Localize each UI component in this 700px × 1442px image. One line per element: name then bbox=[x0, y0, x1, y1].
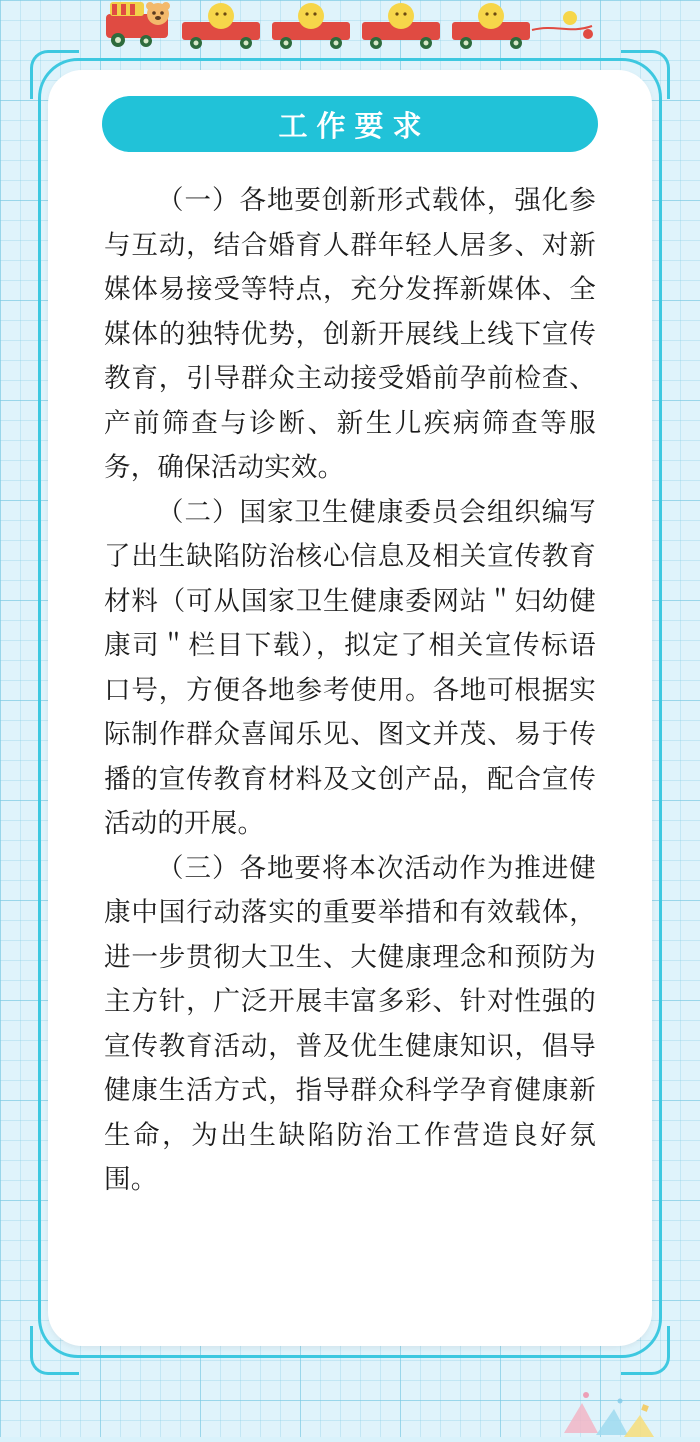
toy-train-icon bbox=[100, 0, 600, 52]
confetti-icon bbox=[524, 1367, 674, 1437]
paragraph-two: （二）国家卫生健康委员会组织编写了出生缺陷防治核心信息及相关宣传教育材料（可从国家卫生健康委网站＂妇幼健康司＂栏目下载），拟定了相关宣传标语口号，方便各地参考使用。各地可根据实际制作群众喜闻乐见、图文并茂、易于传播的宣传教育材料及文创产品，配合宣传活动的开展。 bbox=[104, 496, 596, 838]
frame-corner-bottom-left bbox=[30, 1326, 79, 1375]
paragraph-three: （三）各地要将本次活动作为推进健康中国行动落实的重要举措和有效载体，进一步贯彻大卫生、大健康理念和预防为主方针，广泛开展丰富多彩、针对性强的宣传教育活动，普及优生健康知识，倡导健康生活方式，指导群众科学孕育健康新生命，为出生缺陷防治工作营造良好氛围。 bbox=[104, 852, 596, 1194]
page-title: 工作要求 bbox=[278, 110, 431, 143]
frame-corner-top-right bbox=[621, 50, 670, 99]
frame-corner-top-left bbox=[30, 50, 79, 99]
document-body bbox=[104, 178, 596, 1202]
paragraph-one: （一）各地要创新形式载体，强化参与互动，结合婚育人群年轻人居多、对新媒体易接受等特点，充分发挥新媒体、全媒体的独特优势，创新开展线上线下宣传教育，引导群众主动接受婚前孕前检查、产前筛查与诊断、新生儿疾病筛查等服务，确保活动实效。 bbox=[104, 185, 596, 482]
section-title-banner bbox=[102, 96, 598, 152]
